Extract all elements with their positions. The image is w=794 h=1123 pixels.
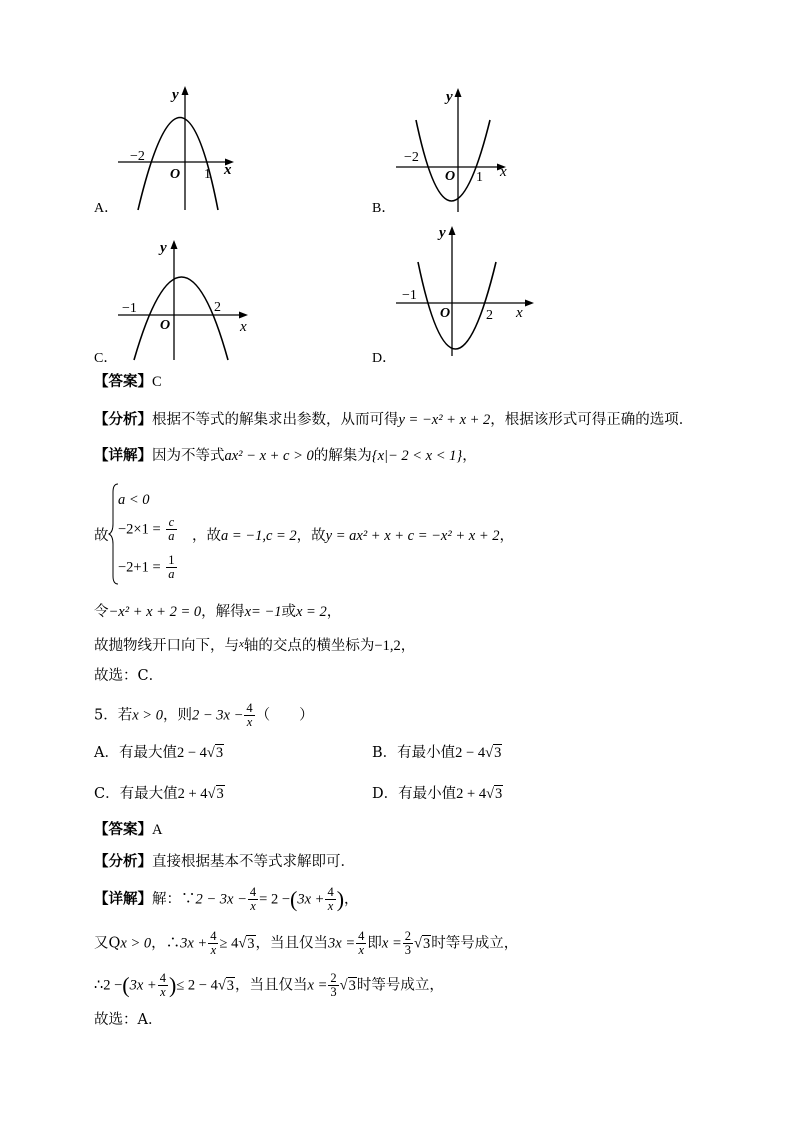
conc-text-a: 故抛物线开口向下，与 [94,638,239,654]
analysis-tag: 【分析】 [94,853,152,870]
sys-expr: y = ax² + x + c = −x² + x + 2 [325,528,500,544]
y-axis-label: y [446,89,453,105]
q5-detail-3: ∴2 −(3x + $\frac{4}{x}$ )≤ 2 − 4√3，当且仅当x = $\frac{2}{3}$ √3时等号成立， [94,971,444,999]
stem-cond: x > 0 [132,707,163,724]
d2-text-b: ，∴ [151,935,181,952]
conc-vals: −1,2 [374,638,401,654]
d3-num-1: 4 [159,971,166,985]
option-b-label: B．有最小值 [372,745,456,761]
sqrt-icon: √3 [485,745,502,761]
q4-select: 故选：C． [94,668,164,684]
answer-value: C [152,374,162,390]
conc-text-b: 轴的交点的横坐标为 [243,638,375,654]
d1-den-2: x [327,899,334,913]
q4-let [94,602,341,622]
let-end: ， [326,604,342,620]
let-text-a: 令 [94,604,109,620]
d3-x: x = [307,977,328,994]
sys-row-2-den: a [168,529,175,543]
d2-den-1: x [210,943,217,957]
sys-conclusion [192,524,514,545]
sys-vals: a = −1,c = 2 [221,528,297,544]
q4-answer [94,372,162,392]
d1-num-1: 4 [249,885,257,899]
sqrt-icon: √3 [486,786,503,802]
sqrt-radicand: 3 [226,977,235,994]
analysis-expr: y = −x² + x + 2 [398,412,491,428]
graph-a-label: A． [94,201,119,216]
d3-den-1: x [160,985,166,999]
conc-x: x [239,638,244,650]
d2-text-d: 时等号成立， [431,935,519,952]
pos-tick-label: 1 [204,167,211,182]
option-a-label: A．有最大值 [94,745,177,761]
y-axis-label: y [160,240,167,256]
d3-inner: 3x + [129,977,157,994]
x-axis-label: x [516,305,523,321]
d2-num-2: 4 [358,929,365,943]
let-or: 或 [281,604,296,620]
x-axis-label: x [240,319,247,335]
d2-ge: ≥ 4 [219,935,239,952]
q4-analysis [94,410,693,430]
option-d-value: 2 + 4 [456,786,487,802]
graph-b-label: B． [372,201,396,216]
stem-expr: 2 − 3x − [191,707,244,724]
detail-text-c: ， [462,448,477,464]
sqrt-icon: √3 [339,977,356,994]
sys-end: ， [499,528,514,544]
y-axis-arrow-icon [182,86,189,95]
q5-select: 故选：A． [94,1012,163,1028]
d2-x: x = [381,935,402,952]
let-root-2: x = 2 [296,604,327,620]
d1-text-a: 解：∵ [152,891,196,908]
sqrt-icon: √3 [206,745,224,761]
pos-tick-label: 1 [476,170,483,185]
d2-text-c: ，当且仅当 [255,935,329,952]
equation-system [94,484,514,584]
neg-tick-label: −2 [404,150,419,165]
d1-end: ， [344,891,359,908]
sqrt-radicand: 3 [422,935,431,952]
d3-text-a: ∴ [94,977,104,994]
option-b-value: 2 − 4 [455,745,486,761]
parabola-curve [416,120,490,201]
x-axis-label: x [224,162,232,178]
d3-le: ≤ 2 − 4 [176,977,218,994]
detail-ineq: ax² − x + c > 0 [224,448,314,464]
stem-text-b: ，则 [162,707,192,724]
d2-ji: 即 [367,935,382,952]
d3-text-c: 时等号成立， [356,977,444,994]
graph-c [112,232,260,364]
origin-label: O [160,318,171,333]
graph-b [390,84,520,216]
sqrt-radicand: 3 [247,935,255,952]
sqrt-icon: √3 [414,935,431,952]
stem-text-a: 5．若 [94,707,133,724]
d3-num-2: 2 [330,971,337,985]
option-c[interactable] [94,784,225,804]
detail-text-b: 的解集为 [313,448,372,464]
origin-label: O [440,306,451,321]
let-root-1: x= −1 [244,604,282,620]
option-c-label: C．有最大值 [94,786,178,802]
d1-expr: 2 − 3x − [195,891,247,908]
option-c-value: 2 + 4 [177,786,208,802]
answer-tag: 【答案】 [94,821,152,838]
parabola-curve [418,262,496,349]
sys-row-2-left: −2×1 = [118,521,161,538]
sqrt-icon: √3 [207,786,224,802]
y-axis-arrow-icon [171,240,178,249]
y-axis-label: y [439,225,446,241]
x-axis-arrow-icon [239,312,248,319]
sqrt-icon: √3 [217,977,235,994]
sqrt-radicand: 3 [494,745,502,761]
let-text-b: ，解得 [201,604,245,620]
y-axis-arrow-icon [449,226,456,235]
analysis-text-a: 根据不等式的解集求出参数，从而可得 [152,412,399,428]
y-axis-label: y [172,87,179,103]
detail-text-a: 因为不等式 [152,448,225,464]
option-d-label: D．有最小值 [372,786,457,802]
detail-tag: 【详解】 [94,447,152,464]
analysis-text: 直接根据基本不等式求解即可． [152,854,355,870]
option-a-value: 2 − 4 [176,745,207,761]
option-a[interactable] [94,743,224,763]
d2-eq: 3x = [328,935,356,952]
d2-den-2: x [358,943,365,957]
d2-num-3: 2 [404,929,412,943]
d2-num-1: 4 [210,929,217,943]
d2-den-3: 3 [404,943,412,957]
q5-detail-2 [94,930,518,957]
pos-tick-label: 2 [214,300,221,315]
d3-expr: 2 − [103,977,123,994]
graph-d [390,222,540,358]
parabola-curve [134,277,228,360]
graph-d-label: D． [372,351,397,366]
answer-value: A [152,822,163,838]
sys-after-b: ，故 [296,528,326,544]
q5-analysis [94,852,355,872]
d3-den-2: 3 [330,985,337,999]
q4-detail [94,446,477,466]
sys-row-2 [118,516,178,543]
parabola-curve [138,118,218,211]
d1-inner: 3x + [297,891,325,908]
d1-den-1: x [250,899,256,913]
sys-after-a: ，故 [192,528,221,544]
option-b[interactable] [372,743,502,763]
stem-den: x [246,715,253,729]
neg-tick-label: −1 [402,288,417,303]
q4-conclusion [94,634,415,656]
d2-text-a: 又Q [94,935,121,952]
let-expr: −x² + x + 2 = 0 [108,604,202,620]
answer-tag: 【答案】 [94,373,152,390]
gu-text: 故 [94,528,109,544]
analysis-text-b: ，根据该形式可得正确的选项． [490,412,694,428]
pos-tick-label: 2 [486,308,493,323]
conc-end: ， [400,638,416,654]
q5-detail-1: 【详解】解：∵2 − 3x − $\frac{4}{x}$ = 2 −(3x + $\frac{4}{x}$ )， [94,885,359,913]
d1-eq: = 2 − [259,891,290,908]
d2-expr: 3x + [180,935,208,952]
sys-row-3 [118,554,178,581]
graph-a [112,82,242,214]
sqrt-radicand: 3 [215,745,224,761]
sqrt-radicand: 3 [495,786,503,802]
sqrt-icon: √3 [238,935,255,952]
graph-c-label: C． [94,351,118,366]
d3-text-b: ，当且仅当 [235,977,308,994]
sys-row-1: a < 0 [118,492,150,508]
sys-row-3-num: 1 [168,553,175,567]
neg-tick-label: −1 [122,301,137,316]
analysis-tag: 【分析】 [94,411,152,428]
d2-cond: x > 0 [120,935,152,952]
origin-label: O [170,167,181,182]
x-axis-label: x [500,164,507,180]
q5-stem [94,702,314,729]
sqrt-radicand: 3 [348,977,356,994]
sys-row-2-num: c [166,516,176,530]
option-d[interactable] [372,784,503,804]
sqrt-radicand: 3 [216,786,224,802]
x-axis-arrow-icon [525,300,534,307]
d1-num-2: 4 [327,885,334,899]
stem-num: 4 [246,701,253,715]
detail-tag: 【详解】 [94,890,152,908]
sys-row-3-den: a [168,567,175,581]
origin-label: O [445,169,456,184]
q5-answer [94,820,162,840]
sys-row-3-left: −2+1 = [118,559,161,576]
detail-set: {x|− 2 < x < 1} [371,448,463,464]
y-axis-arrow-icon [455,88,462,97]
stem-paren: （ ） [255,707,314,724]
neg-tick-label: −2 [130,149,145,164]
